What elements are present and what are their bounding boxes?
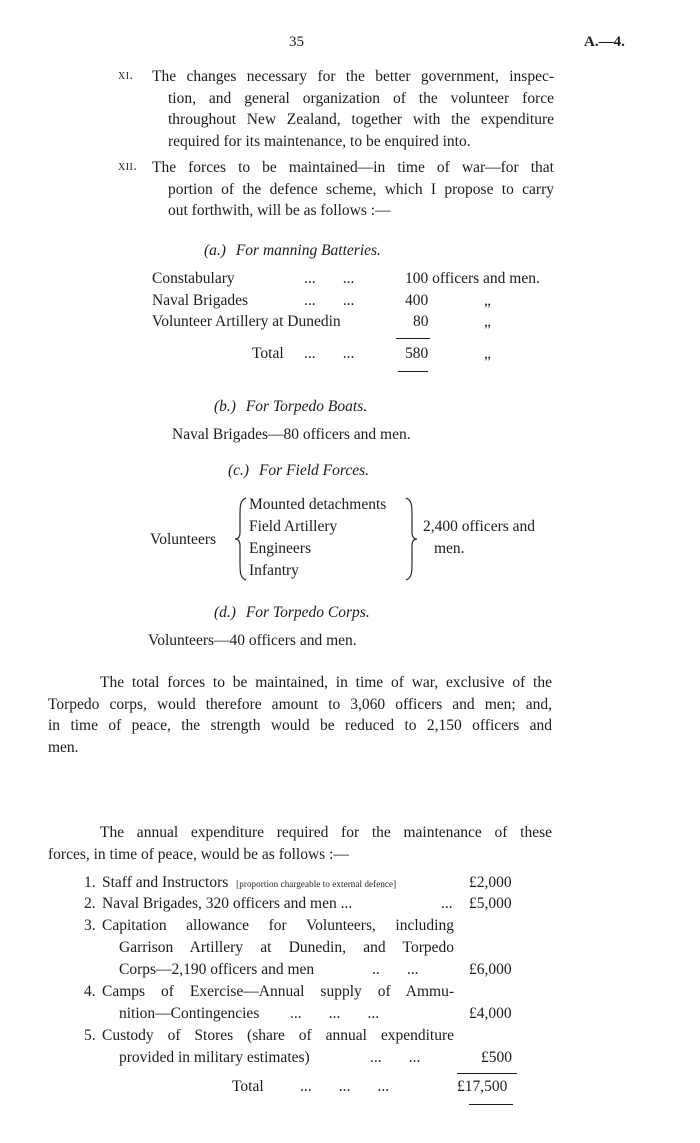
batteries-total-underline: [398, 371, 428, 372]
expenditure-total-underline: [469, 1104, 513, 1105]
expenditure-item-dots: ...: [441, 895, 453, 912]
expenditure-total-dots: ... ... ...: [300, 1078, 390, 1095]
text-line: throughout New Zealand, together with the expenditure: [168, 111, 554, 128]
expenditure-item-dots: .. ...: [372, 961, 419, 978]
battery-row-name: Volunteer Artillery at Dunedin: [152, 313, 341, 330]
text-line: in time of peace, the strength would be reduced to 2,150 officers and: [48, 717, 552, 734]
text-line: portion of the defence scheme, which I propose to carry: [168, 180, 554, 198]
expenditure-item-text: Corps—2,190 officers and men: [119, 961, 315, 978]
expenditure-item-number: 2.: [84, 895, 96, 912]
text-line: Torpedo corps, would therefore amount to 3,060 officers and men; and,: [48, 695, 552, 713]
expenditure-item-text: [102, 983, 454, 1001]
expenditure-item-number: 4.: [84, 983, 96, 1000]
expenditure-item-amount: £5,000: [469, 895, 512, 912]
heading-label: (b.): [214, 398, 236, 415]
field-force-item: Mounted detachments: [249, 496, 387, 513]
expenditure-item-number: 5.: [84, 1027, 96, 1044]
expenditure-item-amount: £4,000: [469, 1005, 512, 1022]
expenditure-intro: [48, 822, 552, 865]
expenditure-total-rule: [457, 1073, 517, 1074]
field-forces-heading: [228, 462, 369, 480]
batteries-total-value: 580: [405, 345, 429, 362]
text-line: required for its maintenance, to be enquired into.: [168, 132, 471, 150]
expenditure-item-text: [102, 1027, 454, 1045]
torpedo-corps-heading: [214, 604, 370, 622]
page-number: 35: [289, 34, 304, 50]
expenditure-item-number: 3.: [84, 917, 96, 934]
batteries-total-ditto: „: [484, 345, 491, 362]
text-line: men.: [48, 738, 79, 756]
expenditure-item-number: 1.: [84, 874, 96, 891]
heading-text: For Torpedo Corps.: [245, 604, 370, 621]
torpedo-boats-line: Naval Brigades—80 officers and men.: [172, 426, 411, 443]
expenditure-item-text: provided in military estimates): [119, 1049, 310, 1066]
text-line: The changes necessary for the better government, inspec-: [152, 68, 554, 85]
expenditure-item-text: Naval Brigades, 320 officers and men ...: [102, 895, 353, 912]
batteries-total-dots: ... ...: [304, 345, 355, 362]
heading-label: (d.): [214, 604, 236, 621]
text-line: forces, in time of peace, would be as follows :—: [48, 845, 349, 863]
field-forces-group-label: Volunteers: [150, 531, 217, 548]
battery-row-dots: ... ...: [304, 292, 355, 309]
item-text: Camps of Exercise—Annual supply of Ammu-: [102, 983, 454, 1000]
text-line: The forces to be maintained—in time of war—for that: [152, 159, 554, 176]
expenditure-item-amount: £500: [481, 1049, 512, 1066]
battery-row-ditto: „: [484, 313, 491, 330]
expenditure-item-amount: £6,000: [469, 961, 512, 978]
left-brace-icon: [234, 496, 248, 582]
text-line: out forthwith, will be as follows :—: [168, 202, 391, 219]
item-text: Capitation allowance for Volunteers, including: [102, 917, 454, 934]
field-force-item: Infantry: [249, 562, 299, 579]
battery-row-value: 400: [405, 292, 429, 309]
batteries-total-label: Total: [252, 345, 284, 362]
battery-row-name: Constabulary: [152, 270, 235, 287]
text-line: The annual expenditure required for the maintenance of these: [100, 824, 552, 841]
field-force-item: Field Artillery: [249, 518, 338, 535]
field-force-item: Engineers: [249, 540, 311, 557]
expenditure-item-dots: ... ...: [370, 1049, 421, 1066]
expenditure-item-dots: ... ... ...: [290, 1005, 380, 1022]
battery-row-ditto: „: [484, 292, 491, 309]
section-xii-numeral: xii.: [118, 159, 138, 174]
expenditure-item-text: [102, 874, 396, 892]
batteries-heading: [204, 242, 381, 260]
text-line: The total forces to be maintained, in time of war, exclusive of the: [100, 674, 552, 691]
section-xi-numeral: xi.: [118, 68, 134, 83]
heading-text: For Field Forces.: [258, 462, 370, 479]
section-xii-text: [152, 157, 554, 222]
heading-text: For Torpedo Boats.: [245, 398, 368, 415]
battery-row-value: 100 officers and men.: [405, 270, 540, 287]
expenditure-item-text: [119, 939, 454, 957]
expenditure-total-amount: £17,500: [457, 1078, 508, 1095]
page-reference: A.—4.: [584, 34, 625, 50]
field-forces-summary: 2,400 officers and: [423, 518, 536, 535]
battery-row-name: Naval Brigades: [152, 292, 248, 309]
battery-row-dots: ... ...: [304, 270, 355, 287]
heading-label: (a.): [204, 242, 226, 259]
torpedo-corps-line: Volunteers—40 officers and men.: [148, 632, 357, 649]
expenditure-item-amount: £2,000: [469, 874, 512, 891]
item-text: Staff and Instructors: [102, 874, 229, 891]
expenditure-item-text: nition—Contingencies: [119, 1005, 260, 1022]
batteries-total-rule: [396, 338, 430, 339]
expenditure-total-label: Total: [232, 1078, 264, 1095]
field-forces-summary: men.: [434, 540, 465, 557]
item-note: [proportion chargeable to external defence]: [236, 879, 397, 889]
torpedo-boats-heading: [214, 398, 367, 416]
item-text: Garrison Artillery at Dunedin, and Torpedo: [119, 939, 454, 956]
heading-text: For manning Batteries.: [235, 242, 381, 259]
right-brace-icon: [404, 496, 418, 582]
item-text: Custody of Stores (share of annual expenditure: [102, 1027, 454, 1044]
text-line: tion, and general organization of the volunteer force: [168, 89, 554, 107]
battery-row-value: 80: [413, 313, 429, 330]
section-xi-text: [152, 66, 554, 152]
total-forces-paragraph: [48, 672, 552, 758]
heading-label: (c.): [228, 462, 250, 479]
expenditure-item-text: [102, 917, 454, 935]
